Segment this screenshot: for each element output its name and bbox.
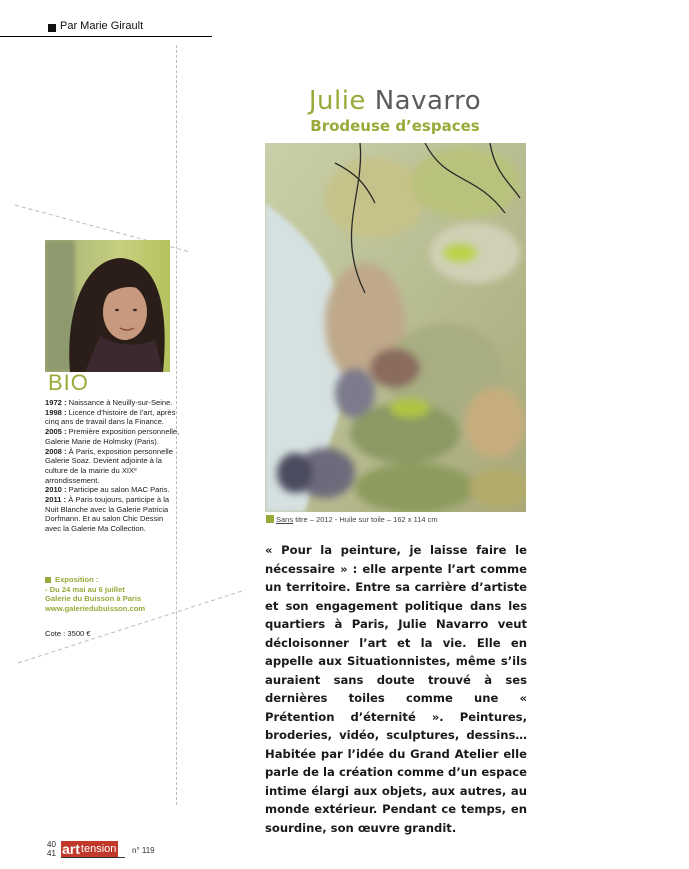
bio-entry-year: 1972 :: [45, 398, 67, 407]
bio-entry: [45, 485, 180, 495]
bio-timeline: [45, 398, 180, 534]
expo-dates: - Du 24 mai au 6 juillet: [45, 584, 125, 594]
logo-tension-text: tension: [80, 843, 117, 855]
expo-gallery: Galerie du Buisson à Paris: [45, 594, 142, 604]
bio-entry-year: 2005 :: [45, 427, 67, 437]
bio-entry-year: 2008 :: [45, 446, 67, 456]
bio-entry: [45, 408, 180, 427]
logo-art-text: art: [62, 841, 80, 857]
price-rating: Cote : 3500 €: [45, 629, 91, 638]
issue-number: n° 119: [132, 846, 155, 855]
exhibition-info: [45, 575, 185, 614]
author-byline: Par Marie Girault: [60, 20, 144, 32]
bio-heading: BIO: [48, 370, 89, 395]
bio-entry-year: 1998 :: [45, 407, 67, 417]
artension-logo: [61, 841, 118, 857]
page-number-right: 41: [47, 849, 56, 858]
bio-entry-year: 2011 :: [45, 495, 67, 505]
painting-image: [265, 143, 526, 512]
caption-text: titre – 2012 - Huile sur toile – 162 x 114 cm: [293, 515, 438, 524]
bio-entry-year: 2010 :: [45, 485, 67, 495]
artist-first-name: Julie: [308, 86, 366, 116]
bio-entry: [45, 495, 180, 534]
artist-last-name: Navarro: [374, 86, 482, 116]
bio-entry-text: Participe au salon MAC Paris.: [66, 485, 170, 495]
artist-name: [250, 86, 540, 116]
page-numbers: [47, 840, 56, 858]
bio-entry-text: Première exposition personnelle, Galerie Marie de Holmsky (Paris).: [45, 427, 180, 446]
bio-entry-text: Naissance à Neuilly-sur-Seine.: [66, 398, 173, 407]
painting-caption: [276, 515, 438, 524]
logo-underline: [61, 857, 125, 858]
caption-square-icon: [266, 515, 274, 523]
article-subtitle: Brodeuse d’espaces: [310, 117, 480, 135]
bio-entry-text: Licence d’histoire de l’art, après cinq ans de travail dans la Finance.: [45, 407, 176, 427]
bio-entry: [45, 447, 180, 486]
expo-label: Exposition :: [55, 575, 99, 584]
bio-entry: [45, 398, 180, 408]
article-body: « Pour la peinture, je laisse faire le nécessaire » : elle arpente l’art comme un territoire. Entre sa carrière d’artiste et son engagement politique dans les quartiers à Paris, Julie Navarro veut décloisonner l’art et la vie. Elle en appelle aux Situationnistes, même s’ils auraient sans doute trouvé à ses dernières toiles comme une « Prétention d’éternité ». Peintures, broderies, vidéo, sculptures, dessins… Habitée par l’idée du Grand Atelier elle parle de la création comme d’un espace intime élargi aux objets, aux autres, au monde extérieur. Pendant ce temps, en sourdine, son œuvre grandit.: [265, 543, 527, 835]
artist-portrait-photo: [45, 240, 170, 372]
expo-square-icon: [45, 577, 51, 583]
bio-entry-text: À Paris, exposition personnelle Galerie Soaz. Devient adjointe à la culture de la mairie du XIXᵉ arrondissement.: [45, 446, 173, 485]
page-number-left: 40: [47, 840, 56, 849]
bio-entry-text: À Paris toujours, participe à la Nuit Blanche avec la Galerie Patricia Dorfmann. Et au salon Chic Dessin avec la Galerie Ma Collection.: [45, 495, 170, 534]
caption-prefix: Sans: [276, 515, 294, 524]
bio-entry: [45, 427, 180, 446]
expo-url-link[interactable]: www.galeriedubuisson.com: [45, 604, 146, 614]
